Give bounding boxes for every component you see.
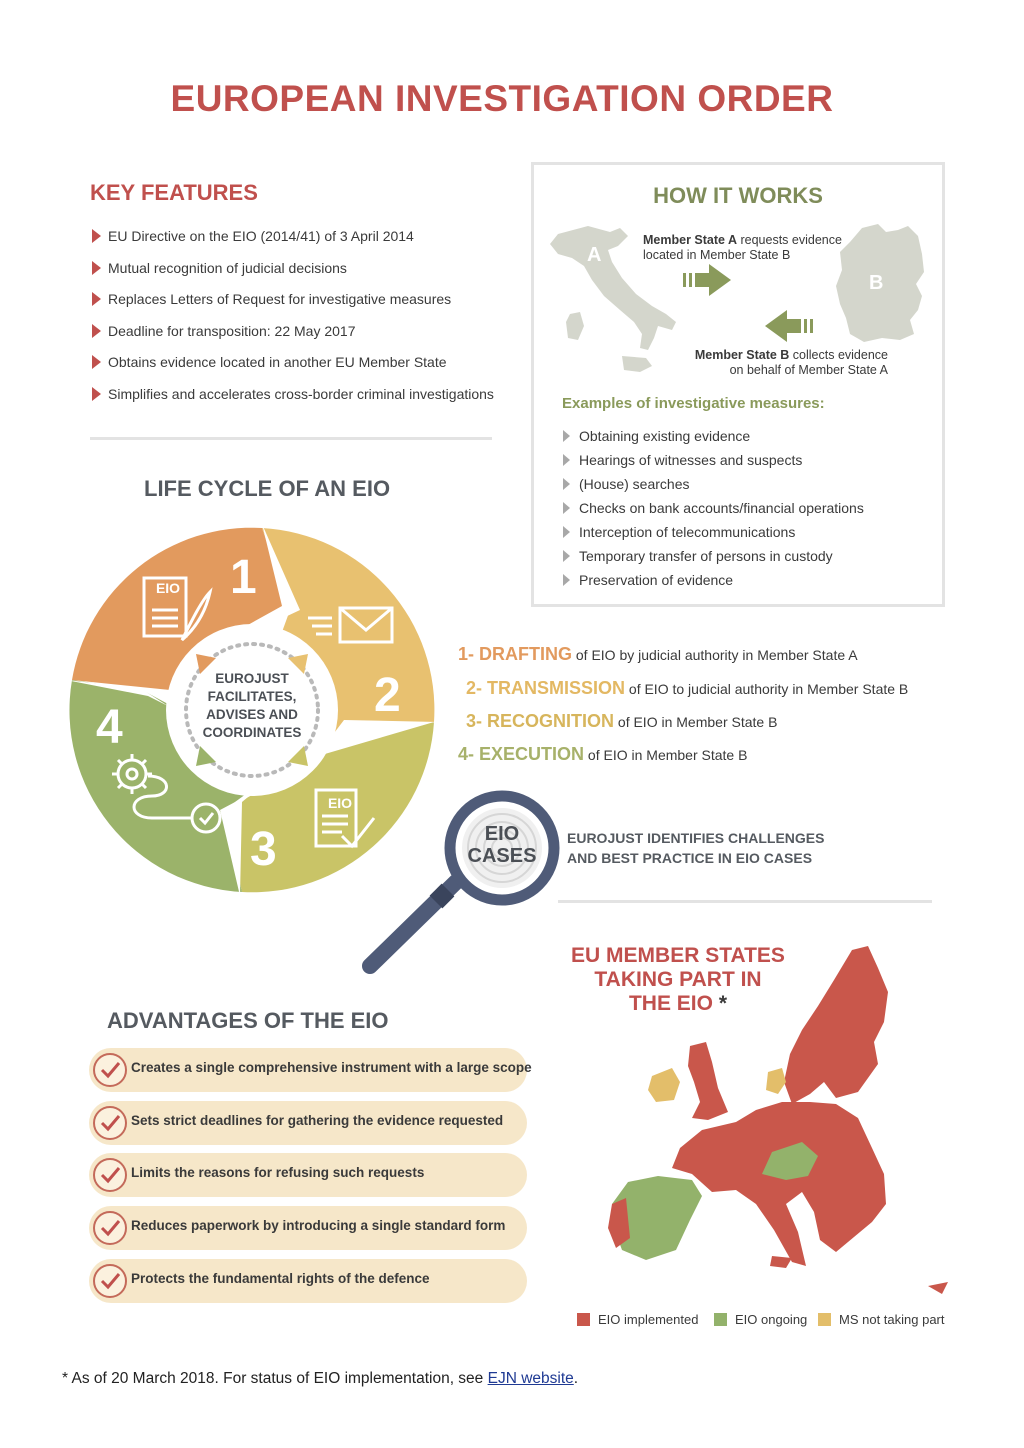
- magnifying-glass-icon: [356, 790, 562, 980]
- advantage-item: Sets strict deadlines for gathering the evidence requested: [89, 1101, 527, 1145]
- member-state-b-label: B: [869, 272, 884, 294]
- footnote: * As of 20 March 2018. For status of EIO implementation, see EJN website.: [62, 1370, 579, 1387]
- checkmark-icon: [93, 1264, 127, 1298]
- cycle-number-3: 3: [250, 823, 277, 876]
- member-state-a-label: A: [587, 244, 602, 266]
- step-transmission: 2- TRANSMISSION of EIO to judicial authority in Member State B: [466, 678, 909, 698]
- list-item: Interception of telecommunications: [563, 522, 923, 546]
- legend-implemented: EIO implemented: [577, 1312, 698, 1327]
- eio-doc-label: EIO: [327, 795, 353, 811]
- checkmark-icon: [93, 1211, 127, 1245]
- bullet-triangle-icon: [92, 229, 101, 243]
- cycle-number-1: 1: [230, 551, 257, 604]
- section-divider: [558, 900, 932, 903]
- bullet-triangle-icon: [563, 574, 570, 586]
- list-item: Deadline for transposition: 22 May 2017: [92, 321, 522, 353]
- step-recognition: 3- RECOGNITION of EIO in Member State B: [466, 711, 778, 731]
- list-item: Simplifies and accelerates cross-border criminal investigations: [92, 384, 522, 416]
- cycle-number-4: 4: [96, 701, 123, 754]
- bullet-triangle-icon: [563, 502, 570, 514]
- map-region-nordic: [784, 946, 888, 1104]
- list-item: Hearings of witnesses and suspects: [563, 450, 923, 474]
- legend-swatch: [818, 1313, 831, 1326]
- life-cycle-heading: LIFE CYCLE OF AN EIO: [144, 476, 391, 501]
- examples-heading: Examples of investigative measures:: [562, 395, 825, 412]
- eio-cases-text: EUROJUST IDENTIFIES CHALLENGES AND BEST PRACTICE IN EIO CASES: [567, 830, 825, 866]
- map-heading: EU MEMBER STATES TAKING PART IN THE EIO *: [571, 944, 785, 1015]
- checkmark-icon: [93, 1053, 127, 1087]
- step-drafting: 1- DRAFTING of EIO by judicial authority in Member State A: [458, 644, 858, 664]
- list-item: Temporary transfer of persons in custody: [563, 546, 923, 570]
- list-item: Checks on bank accounts/financial operations: [563, 498, 923, 522]
- europe-map: [596, 942, 956, 1302]
- examples-list: [563, 426, 923, 594]
- legend-swatch: [577, 1313, 590, 1326]
- list-item: EU Directive on the EIO (2014/41) of 3 April 2014: [92, 226, 522, 258]
- section-divider: [90, 437, 492, 440]
- list-item: Replaces Letters of Request for investigative measures: [92, 289, 522, 321]
- eio-cases-lens-text: EIO CASES: [467, 823, 537, 867]
- map-region-ireland: [648, 1068, 680, 1102]
- bullet-triangle-icon: [92, 355, 101, 369]
- bullet-triangle-icon: [92, 261, 101, 275]
- bullet-triangle-icon: [563, 526, 570, 538]
- key-features-list: [92, 226, 522, 415]
- key-features-heading: KEY FEATURES: [90, 180, 258, 205]
- bullet-triangle-icon: [92, 324, 101, 338]
- legend-not-taking-part: MS not taking part: [818, 1312, 945, 1327]
- collect-caption: Member State B collects evidence on behalf of Member State A: [694, 348, 888, 377]
- bullet-triangle-icon: [563, 550, 570, 562]
- list-item: Obtaining existing evidence: [563, 426, 923, 450]
- bullet-triangle-icon: [92, 292, 101, 306]
- advantage-item: Limits the reasons for refusing such requests: [89, 1153, 527, 1197]
- eio-doc-label: EIO: [155, 580, 181, 596]
- advantage-item: Protects the fundamental rights of the defence: [89, 1259, 527, 1303]
- ejn-website-link[interactable]: EJN website: [487, 1370, 574, 1387]
- bullet-triangle-icon: [92, 387, 101, 401]
- request-caption: Member State A requests evidence located in Member State B: [643, 233, 842, 262]
- cycle-number-2: 2: [374, 669, 401, 722]
- map-region-sicily: [770, 1256, 792, 1268]
- advantage-item: Creates a single comprehensive instrument with a large scope: [89, 1048, 527, 1092]
- legend-ongoing: EIO ongoing: [714, 1312, 807, 1327]
- checkmark-icon: [93, 1158, 127, 1192]
- map-region-cyprus: [928, 1282, 948, 1294]
- list-item: Mutual recognition of judicial decisions: [92, 258, 522, 290]
- advantages-heading: ADVANTAGES OF THE EIO: [107, 1008, 389, 1033]
- map-region-continent: [672, 1102, 886, 1266]
- step-execution: 4- EXECUTION of EIO in Member State B: [458, 744, 748, 764]
- bullet-triangle-icon: [563, 454, 570, 466]
- how-it-works-heading: HOW IT WORKS: [653, 183, 823, 208]
- list-item: Obtains evidence located in another EU Member State: [92, 352, 522, 384]
- map-region-uk: [688, 1042, 728, 1120]
- bullet-triangle-icon: [563, 478, 570, 490]
- list-item: Preservation of evidence: [563, 570, 923, 594]
- arrow-right-icon: [683, 264, 733, 296]
- checkmark-icon: [93, 1106, 127, 1140]
- map-region-denmark: [766, 1068, 786, 1094]
- arrow-left-icon: [763, 310, 813, 342]
- cycle-center-text: EUROJUST FACILITATES, ADVISES AND COORDINATES: [202, 671, 302, 740]
- bullet-triangle-icon: [563, 430, 570, 442]
- list-item: (House) searches: [563, 474, 923, 498]
- legend-swatch: [714, 1313, 727, 1326]
- advantage-item: Reduces paperwork by introducing a single standard form: [89, 1206, 527, 1250]
- page-title: EUROPEAN INVESTIGATION ORDER: [170, 78, 834, 119]
